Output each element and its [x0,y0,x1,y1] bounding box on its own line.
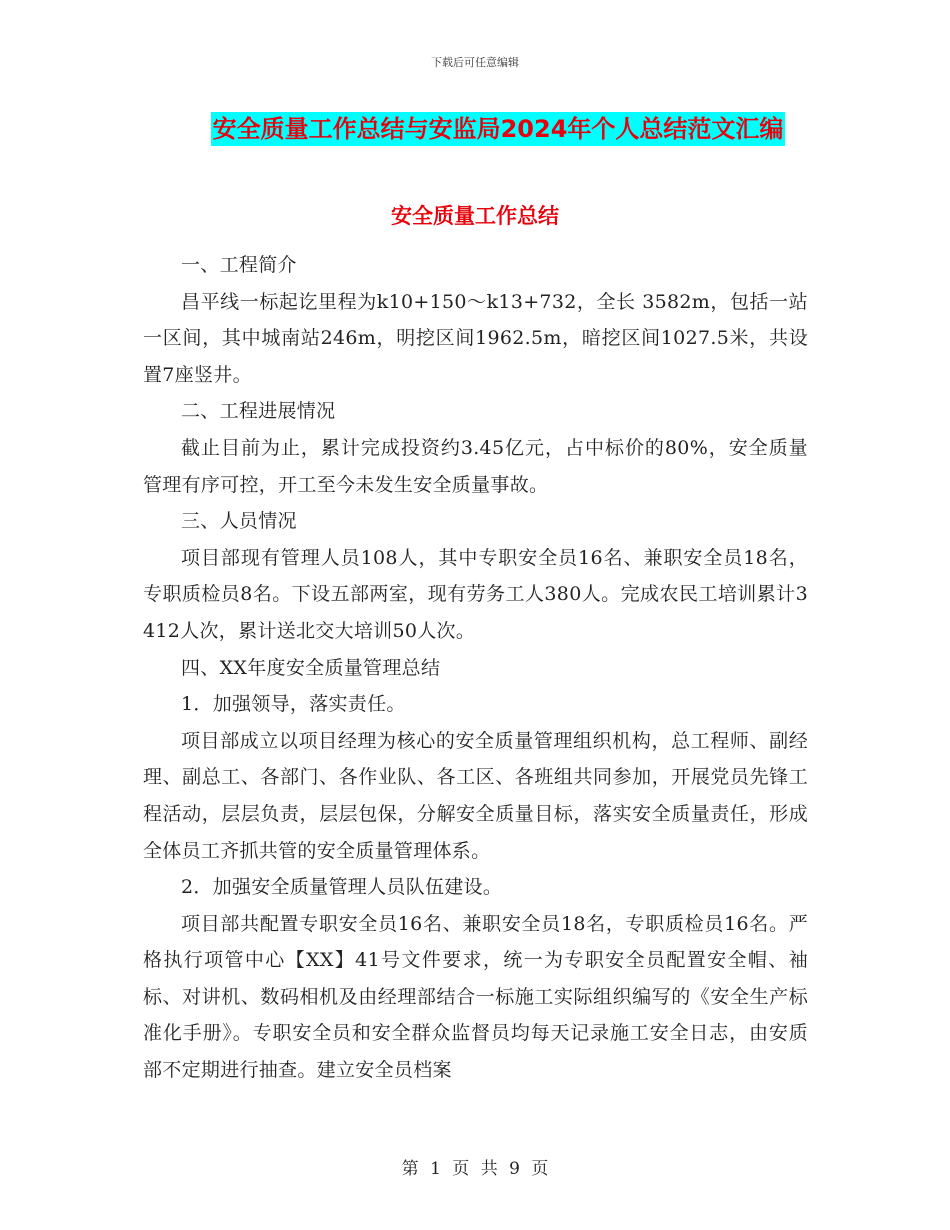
section-title: 安全质量工作总结 [391,204,559,228]
document-title-container [0,112,950,146]
subheading-team-building: 2．加强安全质量管理人员队伍建设。 [181,876,503,899]
page-number-footer: 第 1 页 共 9 页 [401,1159,549,1179]
document-body [143,247,808,1089]
subheading-leadership: 1．加强领导，落实责任。 [181,693,406,716]
paragraph-personnel: 项目部现有管理人员108人，其中专职安全员16名、兼职安全员18名，专职质检员8名。下设五部两室，现有劳务工人380人。完成农民工培训累计3412人次，累计送北交大培训50人次。 [143,546,808,642]
paragraph-project-intro: 昌平线一标起讫里程为k10+150～k13+732，全长 3582m，包括一站一区间，其中城南站246m，明挖区间1962.5m，暗挖区间1027.5米，共设置7座竖井。 [143,290,808,386]
paragraph-team-building: 项目部共配置专职安全员16名、兼职安全员18名，专职质检员16名。严格执行项管中心【XX】41号文件要求，统一为专职安全员配置安全帽、袖标、对讲机、数码相机及由经理部结合一标施工实际组织编写的《安全生产标准化手册》。专职安全员和安全群众监督员均每天记录施工安全日志，由安质部不定期进行抽查。建立安全员档案 [143,912,808,1082]
paragraph-progress: 截止目前为止，累计完成投资约3.45亿元，占中标价的80%，安全质量管理有序可控，开工至今未发生安全质量事故。 [143,436,808,496]
heading-personnel: 三、人员情况 [181,510,297,533]
heading-progress: 二、工程进展情况 [181,400,336,423]
header-note: 下载后可任意编辑 [431,56,519,69]
heading-project-intro: 一、工程简介 [181,254,297,276]
heading-annual-summary: 四、XX年度安全质量管理总结 [181,656,441,679]
document-title: 安全质量工作总结与安监局2024年个人总结范文汇编 [211,112,786,146]
paragraph-leadership: 项目部成立以项目经理为核心的安全质量管理组织机构，总工程师、副经理、副总工、各部门、各作业队、各工区、各班组共同参加，开展党员先锋工程活动，层层负责，层层包保，分解安全质量目标，落实安全质量责任，形成全体员工齐抓共管的安全质量管理体系。 [143,729,808,862]
